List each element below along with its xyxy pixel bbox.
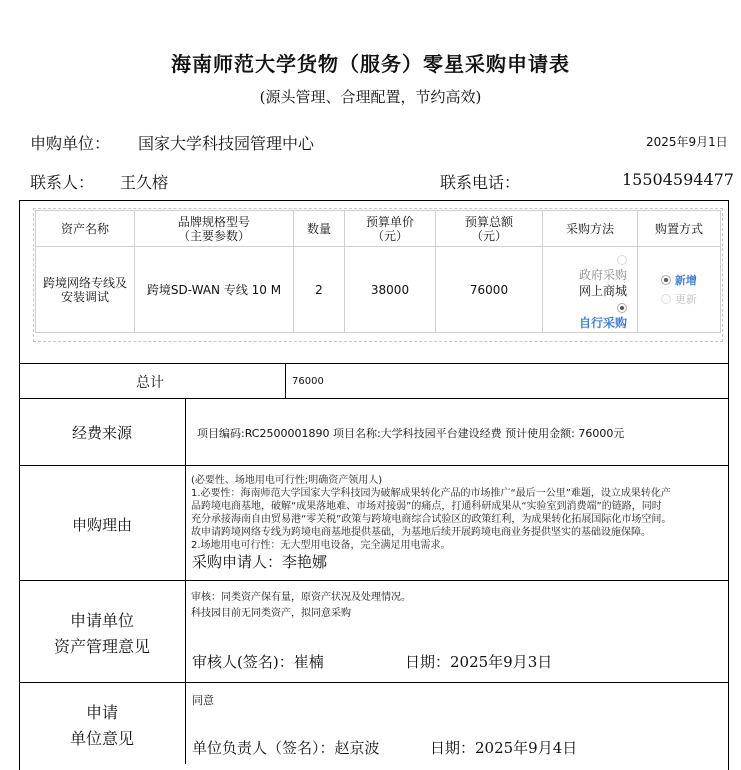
total-col-divider	[285, 363, 286, 398]
total-label: 总计	[136, 375, 164, 391]
unit-sign-date: 日期：2025年9月4日	[430, 739, 578, 757]
reason-line: (必要性、场地用电可行性;明确资产领用人)	[191, 475, 383, 486]
col-total: 预算总额 （元）	[436, 211, 543, 247]
type-new-label: 新增	[674, 273, 697, 287]
reason-line: 品跨境电商基地，破解“成果落地难、市场对接弱”的痛点，打通科研成果从“实验室到消费端”的链路，同时	[191, 501, 662, 512]
reason-line: 充分承接海南自由贸易港“零关税”政策与跨境电商综合试验区的政策红利，为成果转化拓展国际化市场空间。	[191, 514, 672, 525]
asset-opinion-text	[191, 590, 411, 622]
method-gov-radio[interactable]	[617, 255, 627, 265]
asset-opinion-label-line1: 申请单位	[69, 611, 134, 630]
items-header-row	[36, 211, 721, 247]
reason-text	[191, 474, 723, 552]
unit-opinion-label	[19, 700, 185, 752]
method-self-label: 自行采购	[578, 316, 627, 330]
asset-review-date: 日期：2025年9月3日	[405, 653, 553, 671]
unit-opinion-label-line1: 申请	[85, 703, 118, 722]
applicant: 采购申请人：李艳娜	[192, 553, 328, 571]
cell-spec: 跨境SD-WAN 专线 10 M	[135, 247, 294, 333]
cell-method	[543, 247, 638, 333]
page-subtitle: (源头管理、合理配置，节约高效)	[259, 88, 482, 106]
label-col-divider	[185, 398, 186, 764]
reason-line: 2.场地用电可行性：无大型用电设备，完全满足用电需求。	[191, 540, 451, 551]
phone-value: 15504594477	[622, 170, 734, 189]
contact-value: 王久榕	[120, 173, 169, 192]
table-row	[36, 247, 721, 333]
divider-reason-top	[19, 465, 729, 466]
divider-unit-top	[19, 682, 729, 683]
asset-opinion-label-line2: 资产管理意见	[53, 637, 150, 656]
col-purchase-type: 购置方式	[638, 211, 721, 247]
cell-unit-price: 38000	[345, 247, 436, 333]
col-spec: 品牌规格型号 （主要参数）	[135, 211, 294, 247]
col-qty: 数量	[294, 211, 345, 247]
asset-opinion-line2: 科技园目前无同类资产，拟同意采购	[191, 608, 351, 619]
method-gov-label: 政府采购	[578, 268, 627, 282]
type-update-label: 更新	[674, 292, 697, 306]
col-method: 采购方法	[543, 211, 638, 247]
unit-opinion-text: 同意	[192, 694, 214, 707]
unit-signer: 单位负责人（签名）：赵京波	[192, 739, 380, 757]
asset-opinion-line1: 审核：同类资产保有量，原资产状况及处理情况。	[191, 592, 411, 603]
contact-label: 联系人：	[30, 173, 95, 192]
apply-date: 2025年9月1日	[646, 135, 728, 149]
funding-label: 经费来源	[71, 424, 132, 442]
method-mall-label: 网上商城	[578, 284, 627, 298]
reason-line: 故申请跨境网络专线为跨境电商基地提供基础，为基地后续开展跨境电商业务提供坚实的基础设施保障。	[191, 527, 651, 538]
divider-funding-top	[19, 398, 729, 399]
method-self-radio[interactable]	[617, 303, 627, 313]
page-title: 海南师范大学货物（服务）零星采购申请表	[171, 52, 570, 76]
cell-purchase-type	[638, 247, 721, 333]
asset-opinion-label	[19, 608, 185, 660]
cell-asset-name: 跨境网络专线及安装调试	[36, 247, 135, 333]
funding-value: 项目编码:RC2500001890 项目名称:大学科技园平台建设经费 预计使用金额: 76000元	[197, 427, 625, 440]
type-new-radio[interactable]	[661, 275, 671, 285]
type-update-radio[interactable]	[661, 294, 671, 304]
unit-value: 国家大学科技园管理中心	[138, 134, 315, 153]
cell-total: 76000	[436, 247, 543, 333]
total-value: 76000	[292, 376, 324, 387]
reason-label: 申购理由	[71, 516, 132, 534]
phone-label: 联系电话：	[440, 173, 521, 192]
unit-opinion-label-line2: 单位意见	[69, 729, 134, 748]
divider-asset-top	[19, 580, 729, 581]
cell-qty: 2	[294, 247, 345, 333]
items-table	[35, 210, 721, 333]
col-unit-price: 预算单价 （元）	[345, 211, 436, 247]
asset-reviewer: 审核人(签名)：崔楠	[192, 653, 324, 671]
col-asset-name: 资产名称	[36, 211, 135, 247]
divider-total-top	[19, 363, 729, 364]
unit-label: 申购单位：	[30, 134, 111, 153]
reason-line: 1.必要性：海南师范大学国家大学科技园为破解成果转化产品的市场推广“最后一公里”难题，设立成果转化产	[191, 488, 671, 499]
